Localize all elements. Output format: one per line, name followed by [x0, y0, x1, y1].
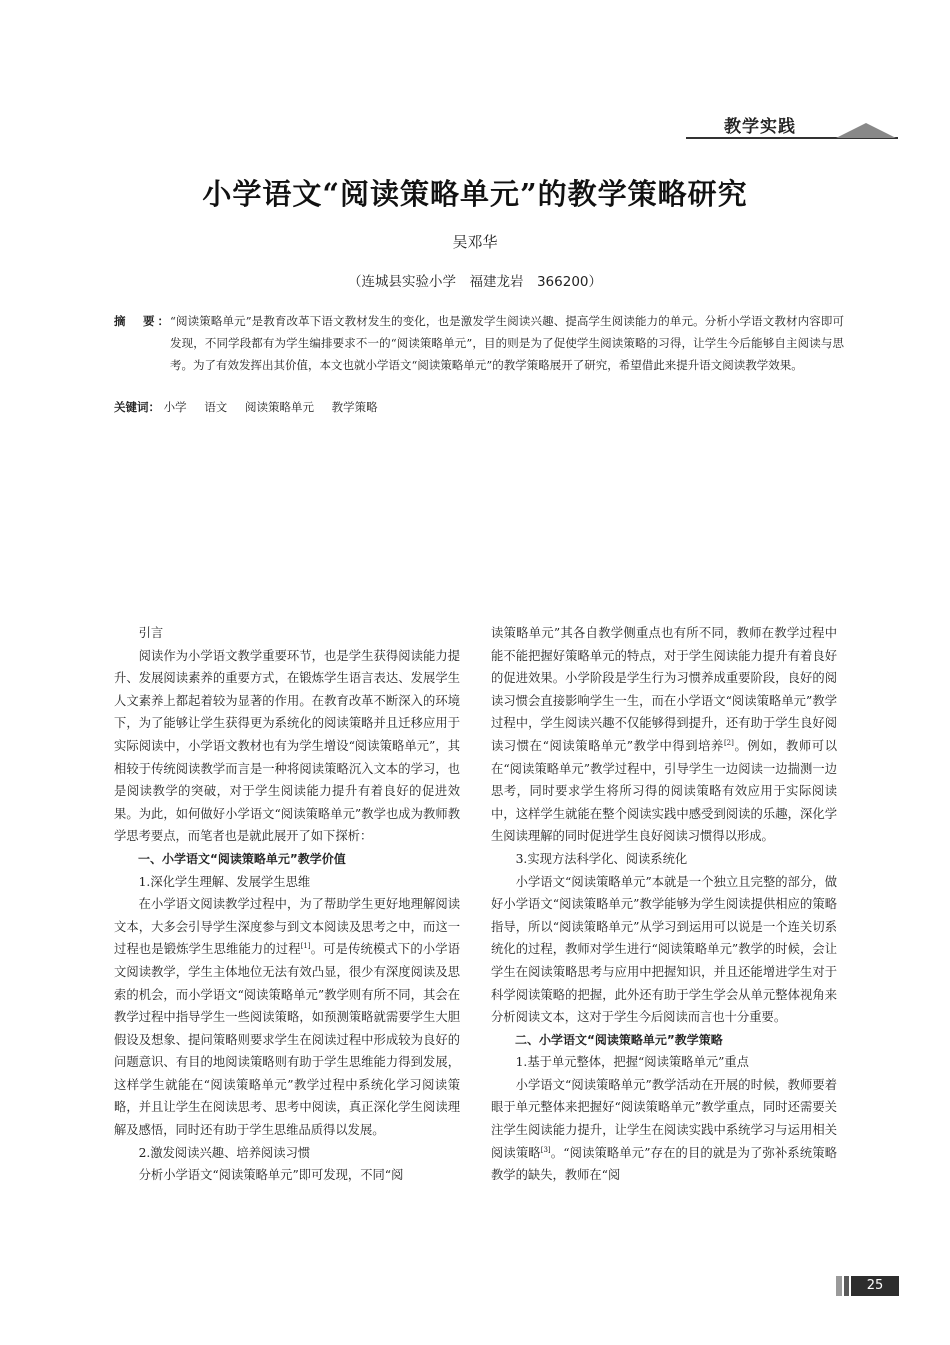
citation-ref: [1]: [300, 942, 311, 951]
section-1-2-heading: 2.激发阅读兴趣、培养阅读习惯: [138, 1145, 311, 1160]
citation-ref: [3]: [540, 1145, 551, 1154]
paragraph-text: 。例如，教师可以在“阅读策略单元”教学过程中，引导学生一边阅读一边揣测一边思考，同时要求学生将所习得的阅读策略有效应用于实际阅读中，这样学生就能在整个阅读实践中感受到阅读的乐趣，深化学生阅读理解的同时促进学生良好阅读习惯得以形成。: [491, 738, 837, 844]
page-number: 25: [851, 1276, 899, 1296]
author-name: 吴邓华: [452, 233, 498, 251]
section-2-1-paragraph: [491, 1074, 837, 1187]
article-title: 小学语文“阅读策略单元”的教学策略研究: [202, 177, 748, 211]
paragraph-text: 读策略单元”其各自教学侧重点也有所不同，教师在教学过程中能不能把握好策略单元的特点，对于学生阅读能力提升有着良好的促进效果。小学阶段是学生行为习惯养成重要阶段，良好的阅读习惯会直接影响学生一生，而在小学语文“阅读策略单元”教学过程中，学生阅读兴趣不仅能够得到提升，还有助于学生良好阅读习惯在“阅读策略单元”教学中得到培养: [491, 626, 837, 753]
section-1-heading: 一、小学语文“阅读策略单元”教学价值: [138, 851, 346, 866]
page-number-bar-decoration: [836, 1276, 842, 1296]
page-number-bar-decoration: [844, 1276, 849, 1296]
keyword: 教学策略: [331, 400, 378, 414]
keyword: 小学: [163, 400, 187, 414]
section-2-heading: 二、小学语文“阅读策略单元”教学策略: [515, 1032, 723, 1047]
keywords: [114, 399, 844, 415]
keywords-label: 关键词：: [114, 400, 160, 414]
intro-heading: 引言: [138, 626, 164, 640]
paragraph-text: 。可是传统模式下的小学语文阅读教学，学生主体地位无法有效凸显，很少有深度阅读及思索的机会，而小学语文“阅读策略单元”教学则有所不同，其会在教学过程中指导学生一些阅读策略，如预测策略就需要学生大胆假设及想象、提问策略则要求学生在阅读过程中形成较为良好的问题意识、有目的地阅读策略则有助于学生思维能力得到发展，这样学生就能在“阅读策略单元”教学过程中系统化学习阅读策略，并且让学生在阅读思考、思考中阅读，真正深化学生阅读理解及感悟，同时还有助于学生思维品质得以发展。: [114, 942, 460, 1138]
header-triangle-decoration: [836, 123, 896, 138]
body-column-right: [491, 622, 837, 1187]
section-1-2-paragraph-start: 分析小学语文“阅读策略单元”即可发现，不同“阅: [138, 1168, 404, 1183]
section-1-1-paragraph: [114, 893, 460, 1142]
section-tag: 教学实践: [724, 117, 796, 137]
section-1-3-paragraph: 小学语文“阅读策略单元”本就是一个独立且完整的部分，做好小学语文“阅读策略单元”教学能够为学生阅读提供相应的策略指导，所以“阅读策略单元”从学习到运用可以说是一个连关切系统化的过程，教师对学生进行“阅读策略单元”教学的时候，会让学生在阅读策略思考与应用中把握知识，并且还能增进学生对于科学阅读策略的把握，此外还有助于学生学会从单元整体视角来分析阅读文本，这对于学生今后阅读而言也十分重要。: [491, 874, 837, 1025]
section-1-2-paragraph-cont: [491, 622, 837, 848]
abstract: [114, 310, 844, 376]
section-2-1-heading: 1.基于单元整体，把握“阅读策略单元”重点: [515, 1055, 749, 1070]
section-1-3-heading: 3.实现方法科学化、阅读系统化: [515, 851, 688, 866]
section-1-1-heading: 1.深化学生理解、发展学生思维: [138, 874, 311, 889]
keyword: 语文: [204, 400, 228, 414]
abstract-label: 摘 要：: [114, 314, 172, 328]
intro-paragraph: 阅读作为小学语文教学重要环节，也是学生获得阅读能力提升、发展阅读素养的重要方式，在锻炼学生语言表达、发展学生人文素养上都起着较为显著的作用。在教育改革不断深入的环境下，为了能够让学生获得更为系统化的阅读策略并且迁移应用于实际阅读中，小学语文教材也有为学生增设“阅读策略单元”，其相较于传统阅读教学而言是一种将阅读策略沉入文本的学习，也是阅读教学的突破，对于学生阅读能力提升有着良好的促进效果。为此，如何做好小学语文“阅读策略单元”教学也成为教师教学思考要点，而笔者也是就此展开了如下探析：: [114, 648, 460, 844]
body-column-left: [114, 622, 460, 1187]
paragraph-text: 在小学语文阅读教学过程中，为了帮助学生更好地理解阅读文本，大多会引导学生深度参与到文本阅读及思考之中，而这一过程也是锻炼学生思维能力的过程: [114, 897, 460, 957]
abstract-text: “阅读策略单元”是教育改革下语文教材发生的变化，也是激发学生阅读兴趣、提高学生阅读能力的单元。分析小学语文教材内容即可发现，不同学段都有为学生编排要求不一的“阅读策略单元”，目的则是为了促使学生阅读策略的习得，让学生今后能够自主阅读与思考。为了有效发挥出其价值，本文也就小学语文“阅读策略单元”的教学策略展开了研究，希望借此来提升语文阅读教学效果。: [170, 314, 844, 372]
paragraph-text: 小学语文“阅读策略单元”教学活动在开展的时候，教师要着眼于单元整体来把握好“阅读策略单元”教学重点，同时还需要关注学生阅读能力提升，让学生在阅读实践中系统学习与运用相关阅读策略: [491, 1077, 837, 1160]
paragraph-text: 。“阅读策略单元”存在的目的就是为了弥补系统策略教学的缺失，教师在“阅: [491, 1145, 837, 1183]
author-affiliation: （连城县实验小学 福建龙岩 366200）: [347, 274, 603, 290]
citation-ref: [2]: [723, 738, 734, 747]
keyword: 阅读策略单元: [244, 400, 314, 414]
